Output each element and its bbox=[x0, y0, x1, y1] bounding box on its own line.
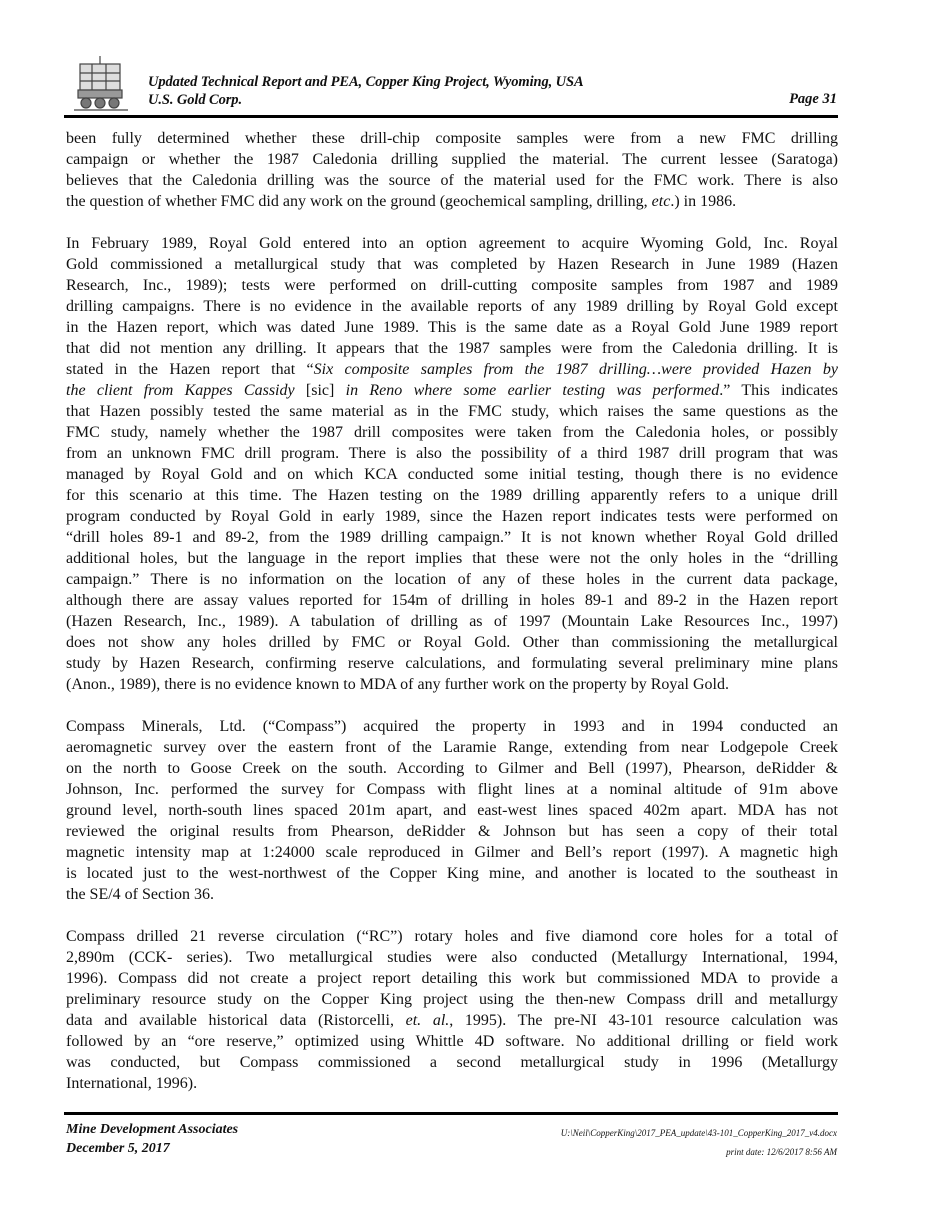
text-line: data and available historical data (Ristorcelli, et. al., 1995). The pre-NI 43-101 resource calculation was bbox=[66, 1012, 838, 1029]
header-divider bbox=[64, 115, 838, 118]
text-line: is located just to the west-northwest of the Copper King mine, and another is located to the southeast in bbox=[66, 865, 838, 882]
text-line: believes that the Caledonia drilling was the source of the material used for the FMC work. There is also bbox=[66, 172, 838, 189]
text-line: drilling campaigns. There is no evidence in the available reports of any 1989 drilling by Royal Gold except bbox=[66, 298, 838, 315]
text-line: campaign or whether the 1987 Caledonia drilling supplied the material. The current lessee (Saratoga) bbox=[66, 151, 838, 168]
text-line: (Anon., 1989), there is no evidence known to MDA of any further work on the property by Royal Gold. bbox=[66, 676, 729, 693]
text-line: been fully determined whether these drill-chip composite samples were from a new FMC drilling bbox=[66, 130, 838, 147]
paragraph bbox=[66, 128, 838, 212]
footer-right bbox=[561, 1124, 837, 1162]
text-line: reviewed the original results from Phearson, deRidder & Johnson but has seen a copy of their total bbox=[66, 823, 838, 840]
text-line: campaign.” There is no information on the location of any of these holes in the current data package, bbox=[66, 571, 838, 588]
report-header-title bbox=[148, 73, 584, 109]
text-line: on the north to Goose Creek on the south. According to Gilmer and Bell (1997), Phearson, deRidder & bbox=[66, 760, 838, 777]
report-company: U.S. Gold Corp. bbox=[148, 92, 242, 108]
footer-print-date: print date: 12/6/2017 8:56 AM bbox=[726, 1147, 837, 1157]
paragraph bbox=[66, 233, 838, 695]
page-number: Page 31 bbox=[789, 91, 837, 107]
text-line: was conducted, but Compass commissioned a second metallurgical study in 1996 (Metallurgy bbox=[66, 1054, 838, 1071]
text-line: the SE/4 of Section 36. bbox=[66, 886, 214, 903]
document-body bbox=[66, 128, 838, 1115]
text-line: aeromagnetic survey over the eastern front of the Laramie Range, extending from near Lodgepole Creek bbox=[66, 739, 838, 756]
company-logo-icon bbox=[70, 56, 132, 114]
text-line: although there are assay values reported for 154m of drilling in holes 89-1 and 89-2 in the Hazen report bbox=[66, 592, 838, 609]
text-line: “drill holes 89-1 and 89-2, from the 1989 drilling campaign.” It is not known whether Royal Gold drilled bbox=[66, 529, 838, 546]
text-line: FMC study, namely whether the 1987 drill composites were taken from the Caledonia holes, or possibly bbox=[66, 424, 838, 441]
paragraph bbox=[66, 926, 838, 1094]
text-line: In February 1989, Royal Gold entered into an option agreement to acquire Wyoming Gold, Inc. Royal bbox=[66, 235, 838, 252]
text-line: Gold commissioned a metallurgical study that was completed by Hazen Research in June 1989 (Hazen bbox=[66, 256, 838, 273]
text-line: Johnson, Inc. performed the survey for Compass with flight lines at a nominal altitude of 91m above bbox=[66, 781, 838, 798]
text-line: 1996). Compass did not create a project report detailing this work but commissioned MDA to provide a bbox=[66, 970, 838, 987]
text-line: Research, Inc., 1989); tests were performed on drill-cutting composite samples from 1987 and 1989 bbox=[66, 277, 838, 294]
text-line: stated in the Hazen report that “Six composite samples from the 1987 drilling…were provided Hazen by bbox=[66, 361, 839, 378]
footer-left bbox=[66, 1120, 238, 1158]
report-title: Updated Technical Report and PEA, Copper King Project, Wyoming, USA bbox=[148, 74, 584, 90]
text-line: does not show any holes drilled by FMC or Royal Gold. Other than commissioning the metallurgical bbox=[66, 634, 838, 651]
text-line: Compass Minerals, Ltd. (“Compass”) acquired the property in 1993 and in 1994 conducted an bbox=[66, 718, 838, 735]
footer-file-path: U:\Neil\CopperKing\2017_PEA_update\43-101_CopperKing_2017_v4.docx bbox=[560, 1128, 837, 1138]
text-line: the question of whether FMC did any work on the ground (geochemical sampling, drilling, etc.) in 1986. bbox=[66, 193, 737, 210]
footer-company: Mine Development Associates bbox=[66, 1122, 239, 1137]
text-line: that did not mention any drilling. It appears that the 1987 samples were from the Caledonia drilling. It is bbox=[66, 340, 838, 357]
footer-date: December 5, 2017 bbox=[66, 1141, 170, 1156]
text-line: for this scenario at this time. The Hazen testing on the 1989 drilling apparently refers to a unique drill bbox=[66, 487, 838, 504]
text-line: that Hazen possibly tested the same material as in the FMC study, which raises the same questions as the bbox=[66, 403, 838, 420]
text-line: program conducted by Royal Gold in early 1989, since the Hazen report indicates tests were performed on bbox=[66, 508, 838, 525]
text-line: from an unknown FMC drill program. There is also the possibility of a third 1987 drill program that was bbox=[66, 445, 838, 462]
text-line: International, 1996). bbox=[66, 1075, 198, 1092]
text-line: the client from Kappes Cassidy [sic] in Reno where some earlier testing was performed.” This indicates bbox=[66, 382, 838, 399]
text-line: preliminary resource study on the Copper King project using the then-new Compass drill and metallurgy bbox=[66, 991, 838, 1008]
text-line: managed by Royal Gold and on which KCA conducted some initial testing, though there is no evidence bbox=[66, 466, 838, 483]
paragraph bbox=[66, 716, 838, 905]
text-line: ground level, north-south lines spaced 201m apart, and east-west lines spaced 402m apart. MDA has not bbox=[66, 802, 838, 819]
text-line: (Hazen Research, Inc., 1989). A tabulation of drilling as of 1997 (Mountain Lake Resources Inc., 1997) bbox=[66, 613, 838, 630]
text-line: Compass drilled 21 reverse circulation (“RC”) rotary holes and five diamond core holes for a total of bbox=[66, 928, 838, 945]
text-line: in the Hazen report, which was dated June 1989. This is the same date as a Royal Gold June 1989 report bbox=[66, 319, 838, 336]
text-line: 2,890m (CCK- series). Two metallurgical studies were also conducted (Metallurgy International, 1994, bbox=[66, 949, 838, 966]
text-line: additional holes, but the language in the report implies that these were not the only holes in the “drilling bbox=[66, 550, 838, 567]
text-line: followed by an “ore reserve,” optimized using Whittle 4D software. No additional drilling or field work bbox=[66, 1033, 838, 1050]
footer-divider bbox=[64, 1112, 838, 1115]
text-line: study by Hazen Research, confirming reserve calculations, and formulating several preliminary mine plans bbox=[66, 655, 838, 672]
text-line: magnetic intensity map at 1:24000 scale reproduced in Gilmer and Bell’s report (1997). A magnetic high bbox=[66, 844, 838, 861]
